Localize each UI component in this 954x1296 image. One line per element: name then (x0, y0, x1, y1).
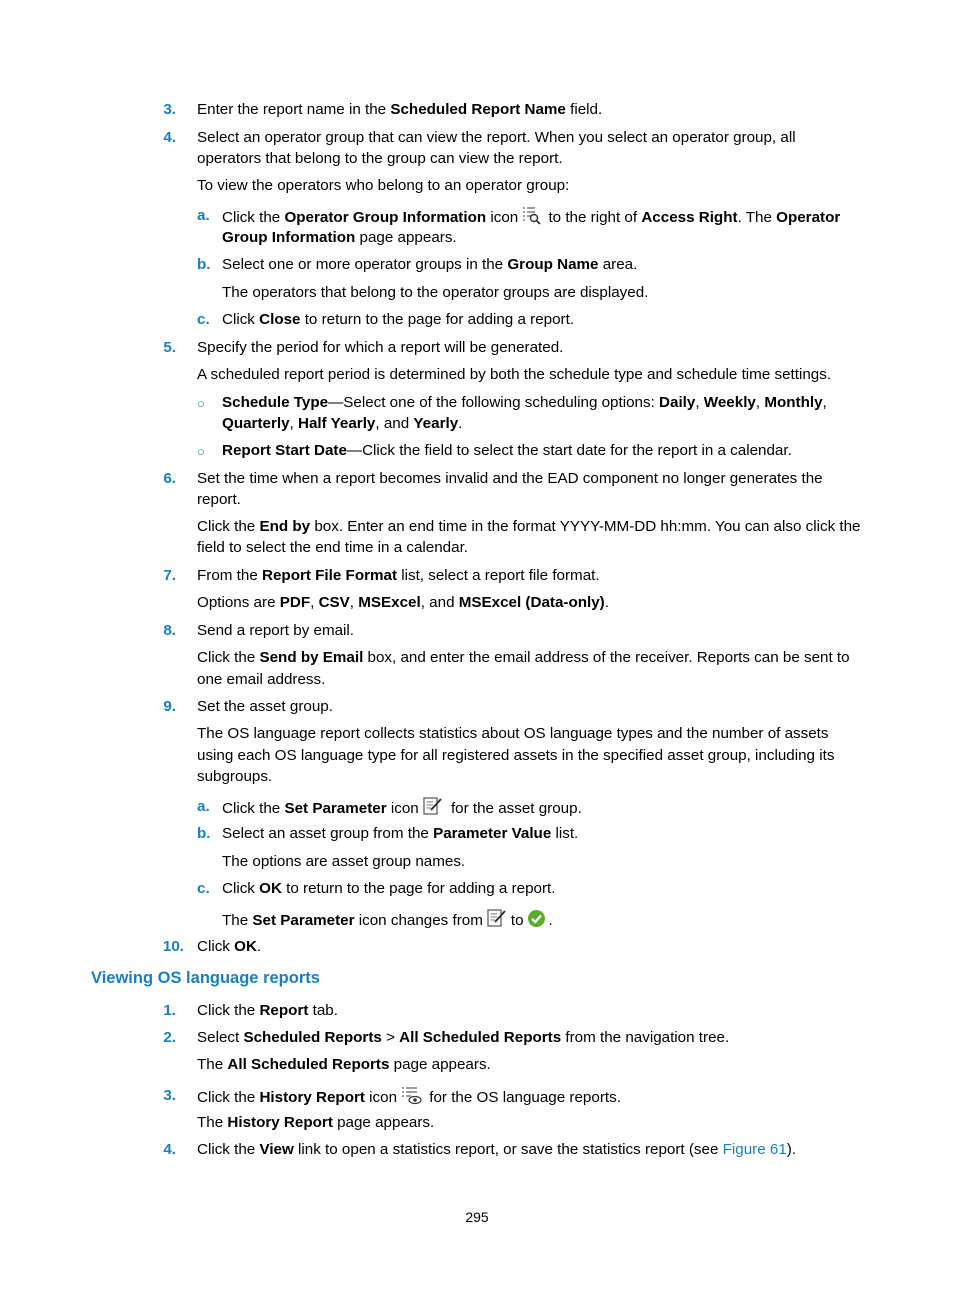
substep-letter: c. (197, 880, 210, 897)
substep-text: Select one or more operator groups in the Group Name area. (222, 256, 638, 273)
step-number: 3. (163, 101, 176, 118)
paragraph: The History Report page appears. (197, 1114, 435, 1131)
step-text: Click the Report tab. (197, 1002, 338, 1019)
paragraph: The All Scheduled Reports page appears. (197, 1056, 491, 1073)
step-number: 8. (163, 622, 176, 639)
bullet-circle: ○ (197, 396, 205, 411)
step-text: Select an operator group that can view the report. When you select an operator group, all (197, 129, 796, 146)
step-number: 6. (163, 470, 176, 487)
substep-text: Click Close to return to the page for adding a report. (222, 311, 575, 328)
substep-text: Select an asset group from the Parameter Value list. (222, 825, 579, 842)
page-number: 295 (465, 1209, 489, 1225)
bullet-text: Quarterly, Half Yearly, and Yearly. (222, 415, 463, 432)
step-number: 4. (163, 129, 176, 146)
step-text: Click the History Report icon for the OS language reports. (197, 1085, 621, 1112)
step-text: Select Scheduled Reports > All Scheduled Reports from the navigation tree. (197, 1029, 730, 1046)
bullet-circle: ○ (197, 444, 205, 459)
step-text: Enter the report name in the Scheduled Report Name field. (197, 101, 603, 118)
step-text: Send a report by email. (197, 622, 355, 639)
paragraph: field to select the end time in a calendar. (197, 539, 469, 556)
step-number: 2. (163, 1029, 176, 1046)
paragraph: The operators that belong to the operator groups are displayed. (222, 284, 649, 301)
step-text: From the Report File Format list, select a report file format. (197, 567, 600, 584)
edit-icon (422, 796, 444, 823)
step-number: 7. (163, 567, 176, 584)
step-text: Specify the period for which a report will be generated. (197, 339, 564, 356)
step-text: operators that belong to the group can view the report. (197, 150, 563, 167)
check-icon (527, 909, 546, 935)
substep-letter: c. (197, 311, 210, 328)
edit-icon (486, 908, 508, 935)
substep-letter: b. (197, 825, 211, 842)
substep-text: Click the Set Parameter icon for the asset group. (222, 796, 582, 823)
section-heading: Viewing OS language reports (91, 969, 320, 987)
paragraph: subgroups. (197, 768, 273, 785)
substep-text: Group Information page appears. (222, 229, 457, 246)
paragraph: The OS language report collects statistics about OS language types and the number of assets (197, 725, 829, 742)
paragraph: The options are asset group names. (222, 853, 466, 870)
step-number: 9. (163, 698, 176, 715)
step-number: 1. (163, 1002, 176, 1019)
step-text: Set the asset group. (197, 698, 333, 715)
step-number: 5. (163, 339, 176, 356)
step-number: 3. (163, 1087, 176, 1104)
step-text: Click the View link to open a statistics report, or save the statistics report (see Figure 61). (197, 1141, 797, 1158)
substep-letter: b. (197, 256, 211, 273)
bullet-text: Schedule Type—Select one of the following scheduling options: Daily, Weekly, Monthly, (222, 394, 827, 411)
paragraph: Click the End by box. Enter an end time in the format YYYY-MM-DD hh:mm. You can also click the (197, 518, 861, 535)
bullet-text: Report Start Date—Click the field to select the start date for the report in a calendar. (222, 442, 792, 459)
step-number: 4. (163, 1141, 176, 1158)
paragraph: Click the Send by Email box, and enter the email address of the receiver. Reports can be sent to (197, 649, 850, 666)
step-text: Click OK. (197, 938, 262, 955)
paragraph: The Set Parameter icon changes from to . (222, 908, 553, 935)
paragraph: Options are PDF, CSV, MSExcel, and MSExcel (Data-only). (197, 594, 609, 611)
figure-link[interactable]: Figure 61 (722, 1141, 787, 1158)
substep-text: Click OK to return to the page for adding a report. (222, 880, 556, 897)
paragraph: A scheduled report period is determined by both the schedule type and schedule time settings. (197, 366, 832, 383)
list-eye-icon (400, 1085, 422, 1112)
step-number: 10. (162, 938, 184, 955)
paragraph: using each OS language type for all registered assets in the specified asset group, including its (197, 747, 835, 764)
substep-text: Click the Operator Group Information icon to the right of Access Right. The Operator (222, 205, 840, 232)
step-text: report. (197, 491, 241, 508)
step-text: Set the time when a report becomes invalid and the EAD component no longer generates the (197, 470, 823, 487)
paragraph: To view the operators who belong to an operator group: (197, 177, 570, 194)
paragraph: one email address. (197, 671, 326, 688)
substep-letter: a. (197, 207, 210, 224)
substep-letter: a. (197, 798, 210, 815)
list-search-icon (521, 205, 541, 232)
